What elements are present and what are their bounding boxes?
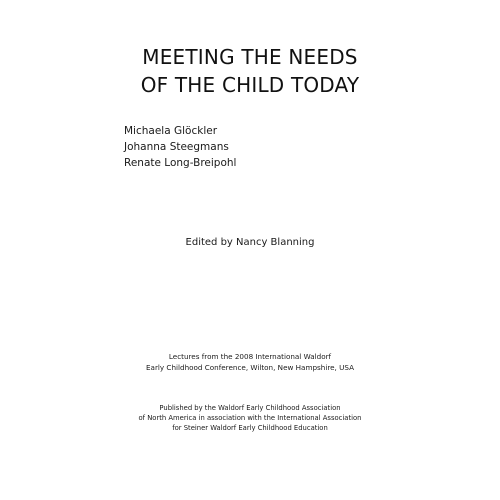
publisher-note <box>0 403 500 433</box>
author-name: Renate Long-Breipohl <box>124 157 237 169</box>
author-list <box>124 123 236 171</box>
author-name: Johanna Steegmans <box>124 141 229 153</box>
publisher-line-2: of North America in association with the International Association <box>138 414 362 422</box>
lectures-line-1: Lectures from the 2008 International Waldorf <box>168 352 332 361</box>
book-title-line-2: OF THE CHILD TODAY <box>140 73 360 97</box>
author-name: Michaela Glöckler <box>124 125 218 137</box>
lectures-note <box>0 351 500 373</box>
book-title-line-1: MEETING THE NEEDS <box>142 45 358 69</box>
publisher-line-3: for Steiner Waldorf Early Childhood Education <box>172 424 328 432</box>
lectures-line-2: Early Childhood Conference, Wilton, New Hampshire, USA <box>146 363 354 372</box>
editor-credit: Edited by Nancy Blanning <box>185 237 315 248</box>
publisher-line-1: Published by the Waldorf Early Childhood Association <box>159 404 341 412</box>
